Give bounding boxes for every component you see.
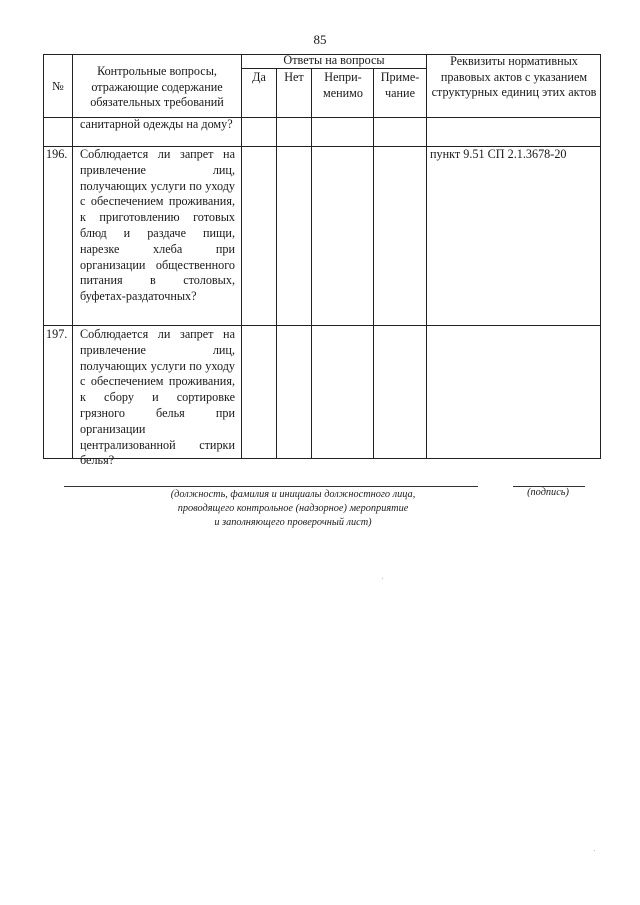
table-right-border: [600, 54, 601, 459]
not-applicable-column-divider: [373, 68, 374, 459]
scan-speck: [382, 578, 383, 579]
no-column-divider: [311, 68, 312, 459]
row-2-question: Соблюдается ли запрет на привлечение лиц, получающих услуги по уходу с обеспечением проживания, к сбору и сортировке грязного белья при организации централизованной стирки белья?: [80, 327, 235, 468]
answers-column-divider: [426, 54, 427, 459]
row-1-requisites: пункт 9.51 СП 2.1.3678-20: [430, 147, 567, 161]
header-yes: Да: [252, 70, 266, 84]
questions-column-divider: [241, 54, 242, 459]
table-left-border: [43, 54, 44, 459]
page-number: 85: [313, 32, 327, 47]
row-2-number: 197.: [46, 327, 68, 341]
header-no: Нет: [284, 70, 304, 84]
header-not-applicable: Непри-менимо: [323, 70, 363, 100]
signature-caption: (подпись): [527, 487, 569, 498]
header-questions: Контрольные вопросы, отражающие содержание обязательных требований: [90, 64, 224, 110]
header-number: №: [52, 79, 64, 93]
header-note: Приме-чание: [380, 70, 420, 100]
row-1-number: 196.: [46, 147, 68, 161]
yes-column-divider: [276, 68, 277, 459]
scan-speck: [594, 850, 595, 851]
number-column-divider: [72, 54, 73, 459]
official-signature-line: [64, 486, 478, 487]
row-1-question: Соблюдается ли запрет на привлечение лиц, получающих услуги по уходу с обеспечением проживания, к приготовлению готовых блюд и раздаче пищи, нарезке хлеба при организации общественного питания в столовых, буфетах-раздаточных?: [80, 147, 235, 304]
row-0-question: санитарной одежды на дому?: [80, 117, 233, 131]
row-divider-2: [43, 325, 601, 326]
official-caption: (должность, фамилия и инициалы должностного лица, проводящего контрольное (надзорное) мероприятие и заполняющего проверочный лист): [170, 489, 416, 529]
header-requisites: Реквизиты нормативных правовых актов с указанием структурных единиц этих актов: [431, 54, 597, 100]
header-answers-group: Ответы на вопросы: [283, 53, 385, 67]
